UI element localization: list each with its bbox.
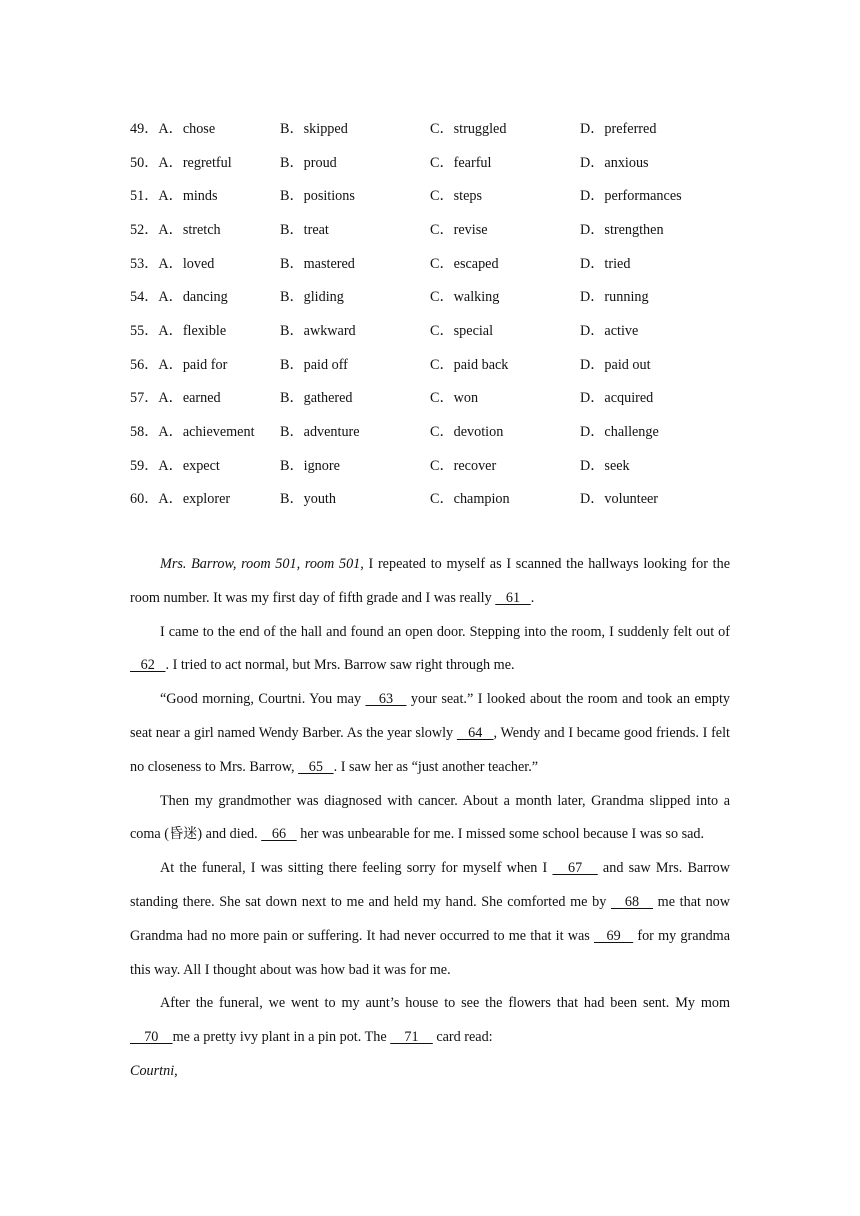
option-row-53 bbox=[130, 246, 770, 280]
option-c: C．escaped bbox=[430, 255, 499, 272]
option-d: D．paid out bbox=[580, 356, 651, 373]
option-a: 53．A．loved bbox=[130, 255, 215, 272]
option-a: 52．A．stretch bbox=[130, 221, 221, 238]
option-b: B．paid off bbox=[280, 356, 348, 373]
option-c: C．walking bbox=[430, 289, 500, 306]
blank-62: 62 bbox=[130, 657, 166, 674]
option-d: D．challenge bbox=[580, 424, 659, 441]
paragraph-4: Then my grandmother was diagnosed with cancer. About a month later, Grandma slipped into a coma (昏迷) and died. 66 her was unbearable for me. I missed some school because I was so sad. bbox=[130, 792, 730, 843]
option-c: C．revise bbox=[430, 221, 488, 238]
answer-options bbox=[130, 111, 770, 515]
blank-64: 64 bbox=[456, 724, 494, 741]
option-d: D．active bbox=[580, 322, 639, 339]
paragraph-6: After the funeral, we went to my aunt’s house to see the flowers that had been sent. My mom 70 me a pretty ivy plant in a pin pot. The 71 card read: bbox=[130, 995, 730, 1046]
option-row-56 bbox=[130, 347, 770, 381]
option-row-58 bbox=[130, 414, 770, 448]
option-row-49 bbox=[130, 111, 770, 145]
option-b: B．awkward bbox=[280, 322, 356, 339]
option-b: B．ignore bbox=[280, 457, 340, 474]
option-c: C．paid back bbox=[430, 356, 509, 373]
option-a: 58．A．achievement bbox=[130, 424, 255, 441]
option-d: D．seek bbox=[580, 457, 630, 474]
cloze-passage bbox=[130, 548, 730, 1089]
option-c: C．fearful bbox=[430, 154, 492, 171]
option-a: 60．A．explorer bbox=[130, 491, 231, 508]
blank-65: 65 bbox=[298, 758, 334, 775]
option-row-52 bbox=[130, 212, 770, 246]
paragraph-2: I came to the end of the hall and found an open door. Stepping into the room, I suddenly felt out of 62 . I tried to act normal, but Mrs. Barrow saw right through me. bbox=[130, 623, 730, 674]
option-c: C．struggled bbox=[430, 120, 507, 137]
blank-63: 63 bbox=[365, 691, 407, 708]
option-row-55 bbox=[130, 313, 770, 347]
option-d: D．tried bbox=[580, 255, 631, 272]
option-a: 54．A．dancing bbox=[130, 289, 228, 306]
option-b: B．adventure bbox=[280, 424, 360, 441]
paragraph-1: Mrs. Barrow, room 501, room 501, I repeated to myself as I scanned the hallways looking for the room number. It was my first day of fifth grade and I was really 61 . bbox=[130, 556, 730, 606]
option-d: D．running bbox=[580, 289, 649, 306]
option-row-60 bbox=[130, 482, 770, 516]
option-row-54 bbox=[130, 279, 770, 313]
option-c: C．champion bbox=[430, 491, 510, 508]
option-a: 57．A．earned bbox=[130, 390, 221, 407]
option-b: B．mastered bbox=[280, 255, 355, 272]
blank-70: 70 bbox=[130, 1029, 173, 1046]
option-row-59 bbox=[130, 448, 770, 482]
option-b: B．positions bbox=[280, 188, 355, 205]
option-b: B．gliding bbox=[280, 289, 344, 306]
option-b: B．skipped bbox=[280, 120, 348, 137]
option-d: D．acquired bbox=[580, 390, 654, 407]
option-a: 59．A．expect bbox=[130, 457, 220, 474]
option-d: D．volunteer bbox=[580, 491, 659, 508]
option-d: D．performances bbox=[580, 188, 682, 205]
option-c: C．recover bbox=[430, 457, 497, 474]
option-c: C．steps bbox=[430, 188, 483, 205]
paragraph-5: At the funeral, I was sitting there feeling sorry for myself when I 67 and saw Mrs. Barrow standing there. She sat down next to me and held my hand. She comforted me by 68 me that now Grandma had no more pain or suffering. It had never occurred to me that it was 69 for my grandma this way. All I thought about was how bad it was for me. bbox=[130, 860, 731, 978]
blank-69: 69 bbox=[593, 927, 634, 944]
option-a: 56．A．paid for bbox=[130, 356, 228, 373]
option-c: C．special bbox=[430, 322, 494, 339]
option-d: D．strengthen bbox=[580, 221, 664, 238]
card-salutation: Courtni, bbox=[130, 1062, 178, 1079]
option-row-51 bbox=[130, 178, 770, 212]
option-b: B．gathered bbox=[280, 390, 353, 407]
option-b: B．treat bbox=[280, 221, 329, 238]
option-c: C．devotion bbox=[430, 424, 504, 441]
blank-67: 67 bbox=[552, 860, 598, 877]
option-c: C．won bbox=[430, 390, 479, 407]
option-a: 49．A．chose bbox=[130, 120, 216, 137]
option-a: 50．A．regretful bbox=[130, 154, 232, 171]
paragraph-3: “Good morning, Courtni. You may 63 your seat.” I looked about the room and took an empty seat near a girl named Wendy Barber. As the year slowly 64 , Wendy and I became good friends. I felt no closeness to Mrs. Barrow, 65 . I saw her as “just another teacher.” bbox=[130, 691, 731, 775]
option-a: 55．A．flexible bbox=[130, 322, 227, 339]
blank-66: 66 bbox=[261, 826, 297, 843]
blank-68: 68 bbox=[610, 893, 654, 910]
option-row-57 bbox=[130, 381, 770, 415]
option-row-50 bbox=[130, 145, 770, 179]
option-b: B．youth bbox=[280, 491, 336, 508]
option-d: D．preferred bbox=[580, 120, 657, 137]
blank-71: 71 bbox=[390, 1029, 433, 1046]
blank-61: 61 bbox=[495, 589, 531, 606]
option-a: 51．A．minds bbox=[130, 188, 218, 205]
option-d: D．anxious bbox=[580, 154, 649, 171]
option-b: B．proud bbox=[280, 154, 337, 171]
